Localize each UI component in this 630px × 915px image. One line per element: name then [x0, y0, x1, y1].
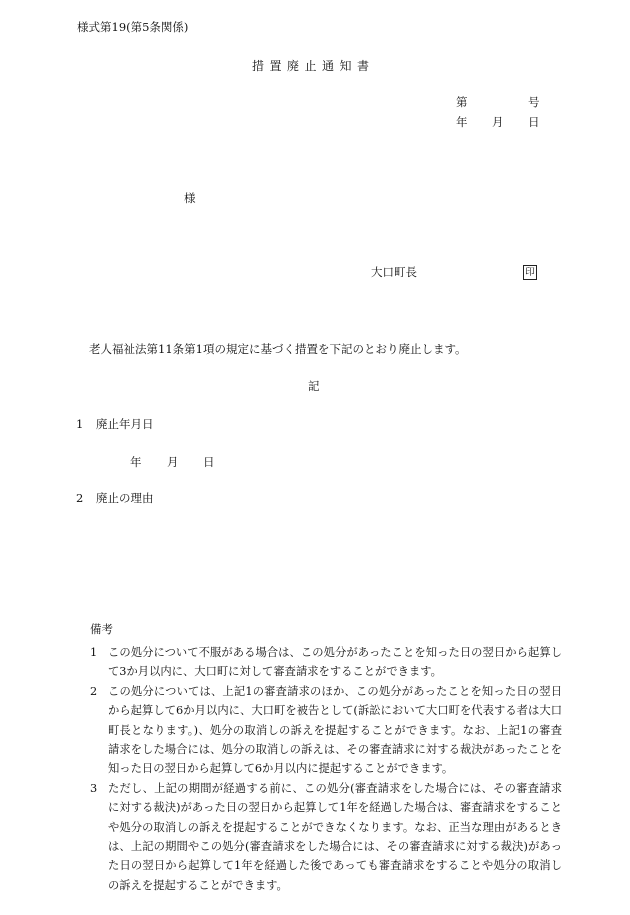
item-number: 2	[76, 491, 84, 505]
doc-date-month: 月	[492, 115, 504, 129]
abolition-date-day: 日	[203, 455, 215, 469]
main-text: 老人福祉法第11条第1項の規定に基づく措置を下記のとおり廃止します。	[89, 342, 467, 356]
doc-number-suffix: 号	[528, 95, 540, 109]
remark-number: 1	[90, 646, 98, 659]
form-number: 様式第19(第5条関係)	[77, 20, 189, 34]
doc-date-day: 日	[528, 115, 540, 129]
issuer-title: 大口町長	[371, 265, 417, 279]
abolition-date-year: 年	[130, 455, 142, 469]
doc-number-prefix: 第	[456, 95, 468, 109]
remark-note	[90, 643, 562, 682]
doc-date-year: 年	[456, 115, 468, 129]
remark-note	[90, 779, 562, 895]
remark-text: この処分について不服がある場合は、この処分があったことを知った日の翌日から起算して3か月以内に、大口町に対して審査請求をすることができます。	[108, 646, 562, 679]
remark-text: この処分については、上記1の審査請求のほか、この処分があったことを知った日の翌日から起算して6か月以内に、大口町を被告として(訴訟において大口町を代表する者は大口町長となります。)、処分の取消しの訴えを提起することができます。なお、上記1の審査請求をした場合には、処分の取消しの訴えは、その審査請求に対する裁決があったことを知った日の翌日から起算して6か月以内に提起することができます。	[108, 684, 562, 776]
item-label-abolition-reason: 廃止の理由	[96, 491, 154, 505]
remarks-heading: 備考	[90, 622, 113, 636]
remarks-list	[90, 643, 562, 895]
abolition-date-month: 月	[167, 455, 179, 469]
item-number: 1	[76, 417, 84, 431]
remark-text: ただし、上記の期間が経過する前に、この処分(審査請求をした場合には、その審査請求に対する裁決)があった日の翌日から起算して1年を経過した場合は、審査請求をすることや処分の取消しの訴えを提起することができなくなります。なお、正当な理由があるときは、上記の期間やこの処分(審査請求をした場合には、その審査請求に対する裁決)があった日の翌日から起算して1年を経過した後であっても審査請求をすることや処分の取消しの訴えを提起することができます。	[108, 781, 562, 892]
document-title: 措置廃止通知書	[252, 59, 375, 73]
ki-heading: 記	[308, 379, 320, 393]
item-label-abolition-date: 廃止年月日	[96, 417, 154, 431]
addressee-honorific: 様	[184, 191, 196, 205]
seal-mark: 印	[523, 265, 537, 280]
remark-number: 3	[90, 781, 98, 795]
remark-number: 2	[90, 684, 98, 698]
remark-note	[90, 682, 562, 779]
